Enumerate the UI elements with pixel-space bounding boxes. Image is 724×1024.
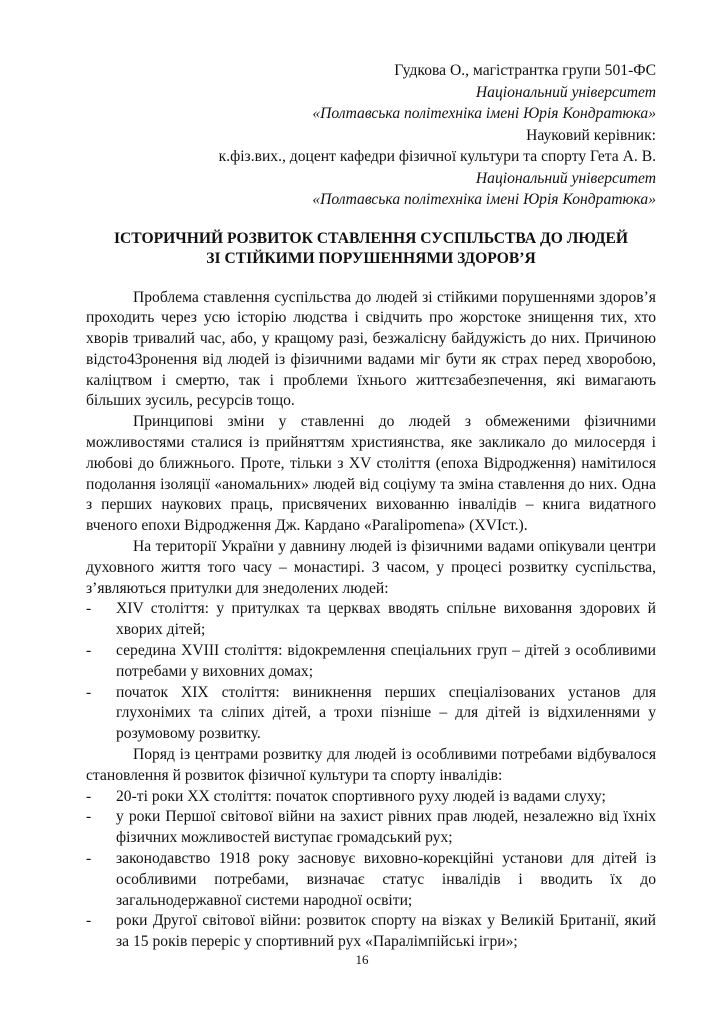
list-item <box>86 807 656 849</box>
dash-bullet-icon: - <box>86 912 92 930</box>
author-line: Гудкова О., магістрантка групи 501-ФС <box>394 62 656 79</box>
dash-bullet-icon: - <box>86 683 92 701</box>
sport-history-list <box>86 787 656 953</box>
dash-bullet-icon: - <box>86 600 92 618</box>
page-number: 16 <box>355 952 369 967</box>
list-item <box>86 911 656 953</box>
dash-bullet-icon: - <box>86 642 92 660</box>
list-item <box>86 849 656 911</box>
author-block <box>86 60 656 211</box>
paragraph-1: Проблема ставлення суспільства до людей зі стійкими порушеннями здоров’я проходить через усю історію людства і свідчить про жорстоке знищення тих, хто хворів тривалий час, або, у кращому разі, безжалісну байдужість до них. Причиною відсто43ронення від людей із фізичними вадами міг бути як страх перед хворобою, каліцтвом і смертю, так і проблеми їхнього життєзабезпечення, які вимагають більших зусиль, ресурсів тощо. <box>86 288 656 410</box>
list-item-text: XIV століття: у притулках та церквах вводять спільне виховання здорових й хворих дітей; <box>116 600 656 639</box>
paragraph-3: На території України у давнину людей із фізичними вадами опікували центри духовного життя того часу – монастирі. З часом, у процесі розвитку суспільства, з’являються притулки для знедолених людей: <box>86 538 656 597</box>
author-affiliation-2: «Полтавська політехніка імені Юрія Кондратюка» <box>312 105 656 122</box>
document-page <box>86 60 656 953</box>
dash-bullet-icon: - <box>86 808 92 826</box>
history-list <box>86 599 656 745</box>
list-item-text: початок XIX століття: виникнення перших спеціалізованих установ для глухонімих та сліпих дітей, а трохи пізніше – для дітей із відхиленнями у розумовому розвитку. <box>116 683 656 743</box>
article-title <box>80 229 662 269</box>
list-item-text: середина XVIII століття: відокремлення спеціальних груп – дітей з особливими потребами у виховних домах; <box>116 642 656 680</box>
list-item <box>86 683 656 745</box>
paragraph-4: Поряд із центрами розвитку для людей із особливими потребами відбувалося становлення й розвиток фізичної культури та спорту інвалідів: <box>86 746 656 784</box>
list-item-text: 20-ті роки XX століття: початок спортивного руху людей із вадами слуху; <box>116 787 606 805</box>
list-item <box>86 599 656 641</box>
list-item-text: у роки Першої світової війни на захист рівних прав людей, незалежно від їхніх фізичних можливостей виступає громадський рух; <box>116 808 656 847</box>
supervisor-affiliation-1: Національний університет <box>475 169 656 187</box>
list-item <box>86 641 656 683</box>
dash-bullet-icon: - <box>86 850 92 868</box>
dash-bullet-icon: - <box>86 787 92 805</box>
paragraph-2: Принципові зміни у ставленні до людей з обмеженими фізичними можливостями сталися із прийняттям християнства, яке закликало до милосердя і любові до ближнього. Проте, тільки з XV століття (епоха Відродження) намітилося подолання ізоляції «аномальних» людей від соціуму та зміна ставлення до них. Одна з перших наукових праць, присвячених вихованню інвалідів – книга видатного вченого епохи Відродження Дж. Кардано «Paralipomena» (XVIст.). <box>86 413 656 535</box>
list-item-text: роки Другої світової війни: розвиток спорту на візках у Великій Британії, який за 15 років переріс у спортивний рух «Паралімпійські ігри»; <box>116 912 656 951</box>
supervisor-affiliation-2: «Полтавська політехніка імені Юрія Кондратюка» <box>312 191 656 208</box>
title-line-1: ІСТОРИЧНИЙ РОЗВИТОК СТАВЛЕННЯ СУСПІЛЬСТВА ДО ЛЮДЕЙ <box>113 229 629 247</box>
list-item <box>86 787 656 808</box>
supervisor-line: к.фіз.вих., доцент кафедри фізичної культури та спорту Гета А. В. <box>218 148 656 165</box>
supervisor-label: Науковий керівник: <box>526 126 656 144</box>
list-item-text: законодавство 1918 року засновує виховно-корекційні установи для дітей із особливими потребами, визначає статус інвалідів і вводить їх до загальнодержавної системи народної освіти; <box>116 850 656 909</box>
article-body <box>86 288 656 954</box>
author-affiliation-1: Національний університет <box>475 83 656 101</box>
title-line-2: ЗІ СТІЙКИМИ ПОРУШЕННЯМИ ЗДОРОВ’Я <box>206 249 536 267</box>
